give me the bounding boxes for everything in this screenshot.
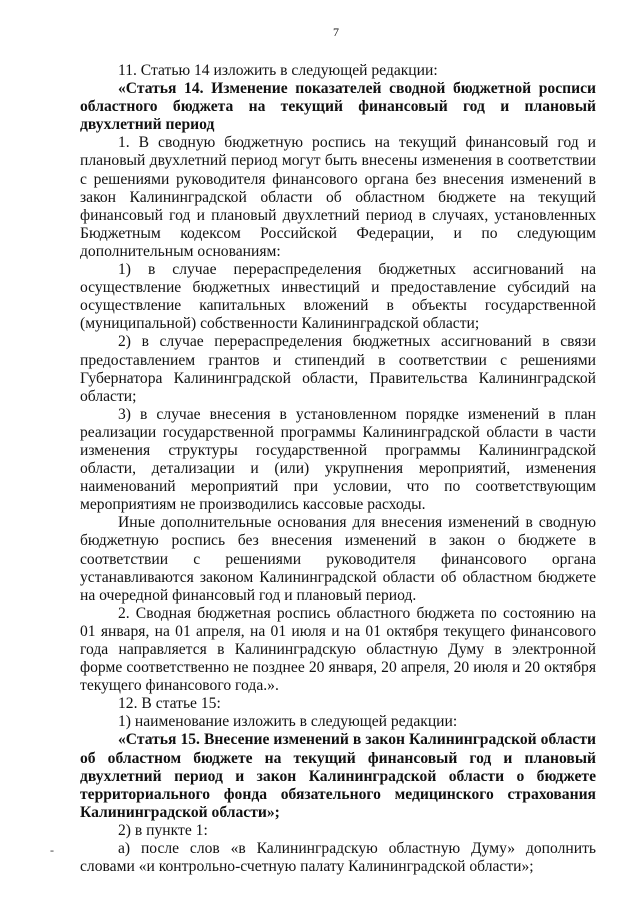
paragraph-art14-point2: 2. Сводная бюджетная роспись областного бюджета по состоянию на 01 января, на 01 апреля, на 01 июля и на 01 октября текущего финансового года направляется в Калининградскую областную Думу в электронной форме соответственно не позднее 20 января, 20 апреля, 20 июля и 20 октября текущего финансового года.». [80, 604, 596, 695]
paragraph-art14-point1: 1. В сводную бюджетную роспись на текущий финансовый год и плановый двухлетний период могут быть внесены изменения в соответствии с решениями руководителя финансового органа без внесения изменений в закон Калининградской области об областном бюджете на текущий финансовый год и плановый двухлетний период в случаях, установленных Бюджетным кодексом Российской Федерации, и по следующим дополнительным основаниям: [80, 134, 596, 260]
paragraph-other-grounds: Иные дополнительные основания для внесения изменений в сводную бюджетную роспись без внесения изменений в закон о бюджете в соответствии с решениями руководителя финансового органа устанавливаются законом Калининградской области об областном бюджете на очередной финансовый год и плановый период. [80, 514, 596, 604]
article-14-heading: «Статья 14. Изменение показателей сводной бюджетной росписи областного бюджета на текущий финансовый год и плановый двухлетний период [80, 80, 596, 134]
paragraph-item-12-2a: а) после слов «в Калининградскую областную Думу» дополнить словами «и контрольно-счетную палату Калининградской области»; [80, 840, 596, 876]
paragraph-item-11: 11. Статью 14 изложить в следующей редакции: [118, 62, 438, 79]
paragraph-item-12-2: 2) в пункте 1: [118, 821, 208, 839]
page-number: 7 [333, 25, 339, 39]
document-body [80, 62, 596, 876]
paragraph-subpoint-2: 2) в случае перераспределения бюджетных ассигнований в связи предоставлением грантов и стипендий в соответствии с решениями Губернатора Калининградской области, Правительства Калининградской области; [80, 333, 596, 405]
paragraph-item-12-1: 1) наименование изложить в следующей редакции: [118, 713, 458, 731]
paragraph-subpoint-1: 1) в случае перераспределения бюджетных ассигнований на осуществление бюджетных инвестиций и предоставление субсидий на осуществление капитальных вложений в объекты государственной (муниципальной) собственности Калининградской области; [80, 261, 596, 333]
article-15-heading: «Статья 15. Внесение изменений в закон Калининградской области об областном бюджете на текущий финансовый год и плановый двухлетний период и закон Калининградской области о бюджете территориального фонда обязательного медицинского страхования Калининградской области»; [80, 731, 596, 821]
paragraph-item-12: 12. В статье 15: [118, 695, 221, 713]
margin-mark: - [50, 843, 54, 857]
paragraph-subpoint-3: 3) в случае внесения в установленном порядке изменений в план реализации государственной программы Калининградской области в части изменения структуры государственной программы Калининградской области, детализации и (или) укрупнения мероприятий, изменения наименований мероприятий при условии, что по соответствующим мероприятиям не производились кассовые расходы. [80, 405, 596, 514]
